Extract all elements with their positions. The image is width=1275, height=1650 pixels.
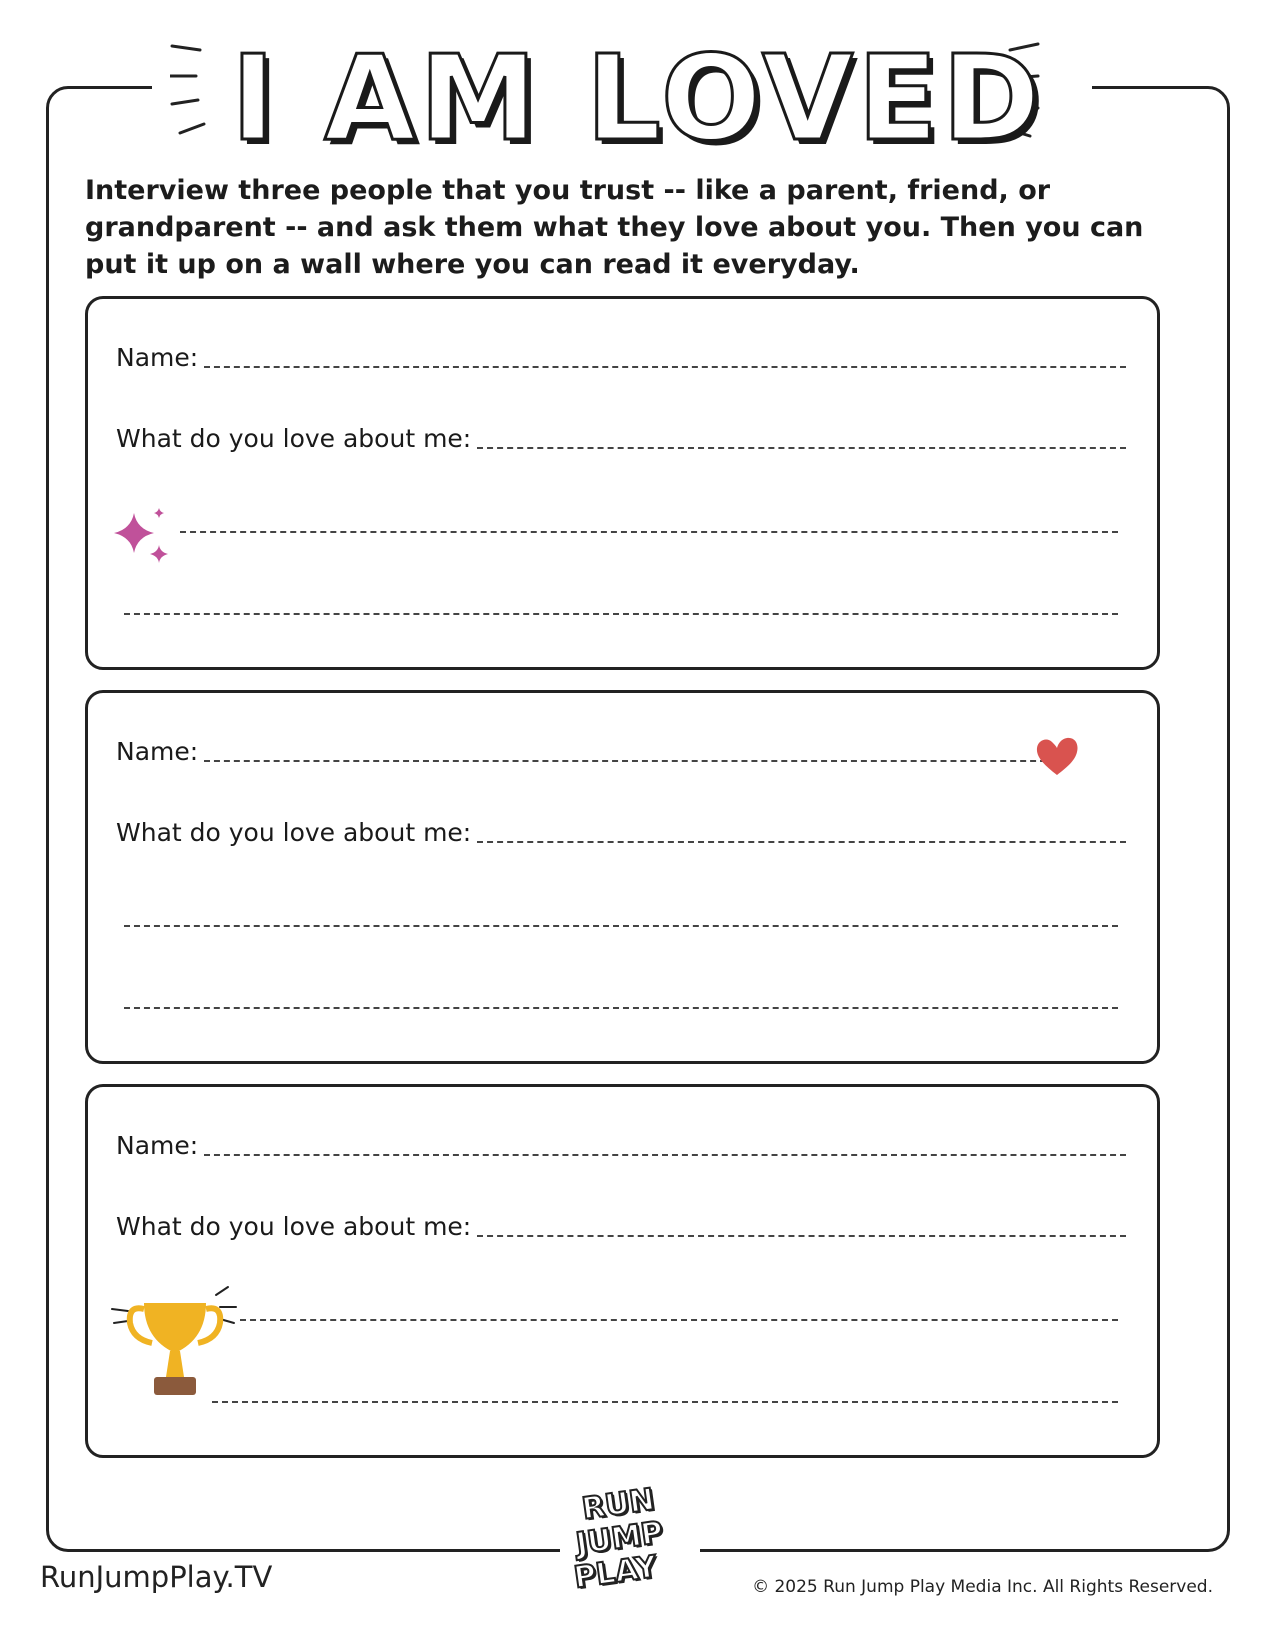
question-label: What do you love about me:	[116, 818, 472, 847]
name-input-line[interactable]	[204, 760, 1056, 762]
answer-line-3[interactable]	[124, 613, 1118, 615]
answer-line-1[interactable]	[477, 1235, 1126, 1237]
title-block	[170, 28, 1105, 168]
question-label: What do you love about me:	[116, 1212, 472, 1241]
answer-line-2[interactable]	[124, 925, 1118, 927]
interview-card-2	[85, 690, 1160, 1064]
name-input-line[interactable]	[204, 366, 1126, 368]
answer-line-2[interactable]	[180, 531, 1118, 533]
logo-word-run: RUN	[579, 1482, 657, 1527]
name-label: Name:	[116, 343, 199, 372]
trophy-icon	[108, 1283, 248, 1409]
name-label: Name:	[116, 737, 199, 766]
run-jump-play-logo	[571, 1482, 692, 1603]
sparkle-icon	[110, 503, 176, 567]
question-label: What do you love about me:	[116, 424, 472, 453]
copyright-text: © 2025 Run Jump Play Media Inc. All Rights Reserved.	[752, 1577, 1213, 1597]
page-title: I AM LOVED	[231, 29, 1044, 167]
logo-word-jump: JUMP	[573, 1515, 666, 1562]
answer-line-3[interactable]	[212, 1401, 1118, 1403]
answer-line-1[interactable]	[477, 841, 1126, 843]
name-input-line[interactable]	[204, 1154, 1126, 1156]
website-link[interactable]: RunJumpPlay.TV	[40, 1560, 273, 1594]
answer-line-2[interactable]	[240, 1319, 1118, 1321]
name-label: Name:	[116, 1131, 199, 1160]
heart-icon	[1034, 735, 1080, 779]
instructions-text: Interview three people that you trust -- like a parent, friend, or grandparent -- and ask them what they love about you. Then you can put it up on a wall where you can read it everyday.	[85, 175, 1144, 280]
answer-line-1[interactable]	[477, 447, 1126, 449]
logo-word-play: PLAY	[571, 1549, 660, 1596]
answer-line-3[interactable]	[124, 1007, 1118, 1009]
interview-card-1	[85, 296, 1160, 670]
interview-card-3	[85, 1084, 1160, 1458]
